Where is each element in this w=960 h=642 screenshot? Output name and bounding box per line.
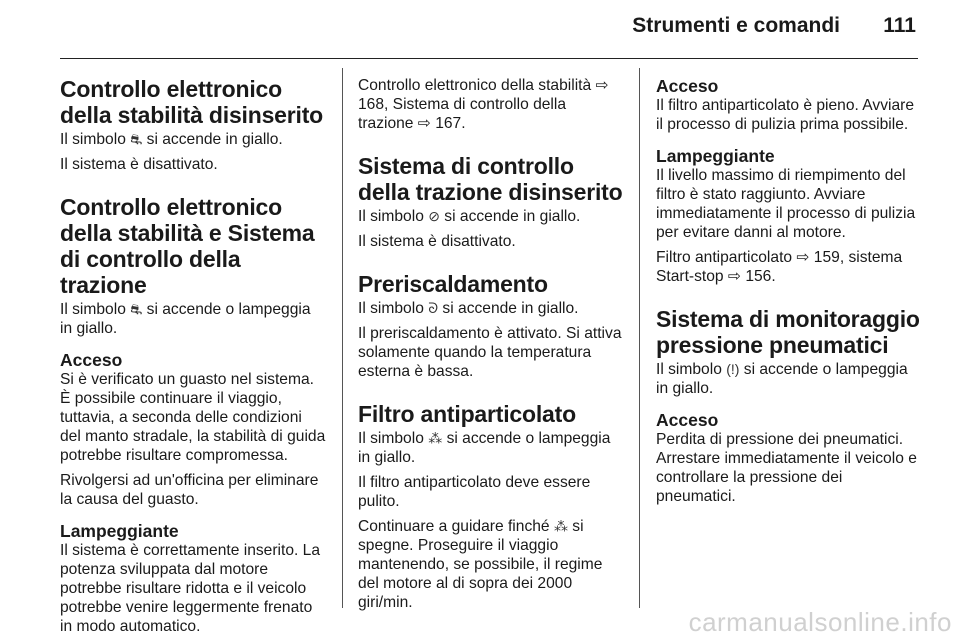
particulate-filter-icon: ⁂ [553,518,568,534]
text: Il simbolo [60,301,126,318]
subheading-acceso: Acceso [656,76,719,96]
paragraph [358,207,624,226]
paragraph: Filtro antiparticolato ⇨ 159, sistema Start-stop ⇨ 156. [656,249,903,285]
watermark: carmanualsonline.info [688,607,952,637]
heading-tc-off: Sistema di controllo della trazione disinserito [358,153,623,205]
page-header [0,0,960,60]
text: Il simbolo [358,300,424,317]
paragraph: Il filtro antiparticolato deve essere pulito. [358,474,591,510]
paragraph: Il filtro antiparticolato è pieno. Avviare il processo di pulizia prima possibile. [656,97,915,133]
heading-preheat: Preriscaldamento [358,271,548,297]
column-2 [358,76,624,618]
paragraph [656,360,922,398]
subheading-lampeggiante: Lampeggiante [60,521,179,541]
column-3 [656,76,922,512]
page-number: 111 [883,14,916,37]
heading-tpms: Sistema di monitoraggio pressione pneumatici [656,306,920,358]
header-rule [60,58,918,59]
paragraph [60,130,326,149]
subheading-lampeggiante: Lampeggiante [656,146,775,166]
paragraph: Il livello massimo di riempimento del filtro è stato raggiunto. Avviare immediatamente il processo di pulizia per evitare danni al motore. [656,167,916,241]
paragraph [358,429,624,467]
paragraph [358,517,624,612]
paragraph [358,299,624,318]
heading-dpf: Filtro antiparticolato [358,401,576,427]
paragraph: Controllo elettronico della stabilità ⇨ 168, Sistema di controllo della trazione ⇨ 167. [358,77,609,132]
preheating-coil-icon: ᘐ [428,300,439,316]
paragraph: Il sistema è correttamente inserito. La potenza sviluppata dal motore potrebbe risultare ridotta e il veicolo potrebbe venire leggermente frenato in modo automatico. [60,542,321,635]
text: Il simbolo [656,361,722,378]
subheading-acceso: Acceso [60,350,123,370]
text: Il simbolo [60,131,126,148]
traction-off-icon: ⊘ [428,208,440,224]
text: si accende in giallo. [146,131,283,148]
text: Il simbolo [358,430,424,447]
text: si accende o lampeggia in giallo. [358,430,611,466]
subheading-acceso: Acceso [656,410,719,430]
esc-icon: ⛐ [130,301,143,317]
particulate-filter-icon: ⁂ [428,430,443,446]
paragraph [60,300,326,338]
column-divider [639,68,640,608]
paragraph: Il sistema è disattivato. [358,233,516,250]
text: si accende o lampeggia in giallo. [656,361,908,397]
text: Continuare a guidare finché [358,518,550,535]
paragraph: Rivolgersi ad un'officina per eliminare la causa del guasto. [60,472,319,508]
heading-esc-off: Controllo elettronico della stabilità disinserito [60,76,324,128]
text: si accende in giallo. [442,300,579,317]
text: si spegne. Proseguire il viaggio mantenendo, se possibile, il regime del motore al di sopra dei 2000 giri/min. [358,518,603,611]
paragraph: Il preriscaldamento è attivato. Si attiva solamente quando la temperatura esterna è bassa. [358,325,622,380]
column-1 [60,76,326,642]
paragraph: Perdita di pressione dei pneumatici. Arrestare immediatamente il veicolo e controllare la pressione dei pneumatici. [656,431,917,505]
text: si accende in giallo. [444,208,581,225]
esc-off-icon: ⛐ [130,131,143,147]
tire-pressure-icon: (!) [726,361,740,377]
text: si accende o lampeggia in giallo. [60,301,311,337]
heading-esc-tc: Controllo elettronico della stabilità e Sistema di controllo della trazione [60,194,315,298]
text: Il simbolo [358,208,424,225]
column-divider [342,68,343,608]
paragraph: Si è verificato un guasto nel sistema. È possibile continuare il viaggio, tuttavia, a seconda delle condizioni del manto stradale, la stabilità di guida potrebbe risultare compromessa. [60,371,326,464]
paragraph: Il sistema è disattivato. [60,156,218,173]
section-title: Strumenti e comandi [632,14,840,37]
